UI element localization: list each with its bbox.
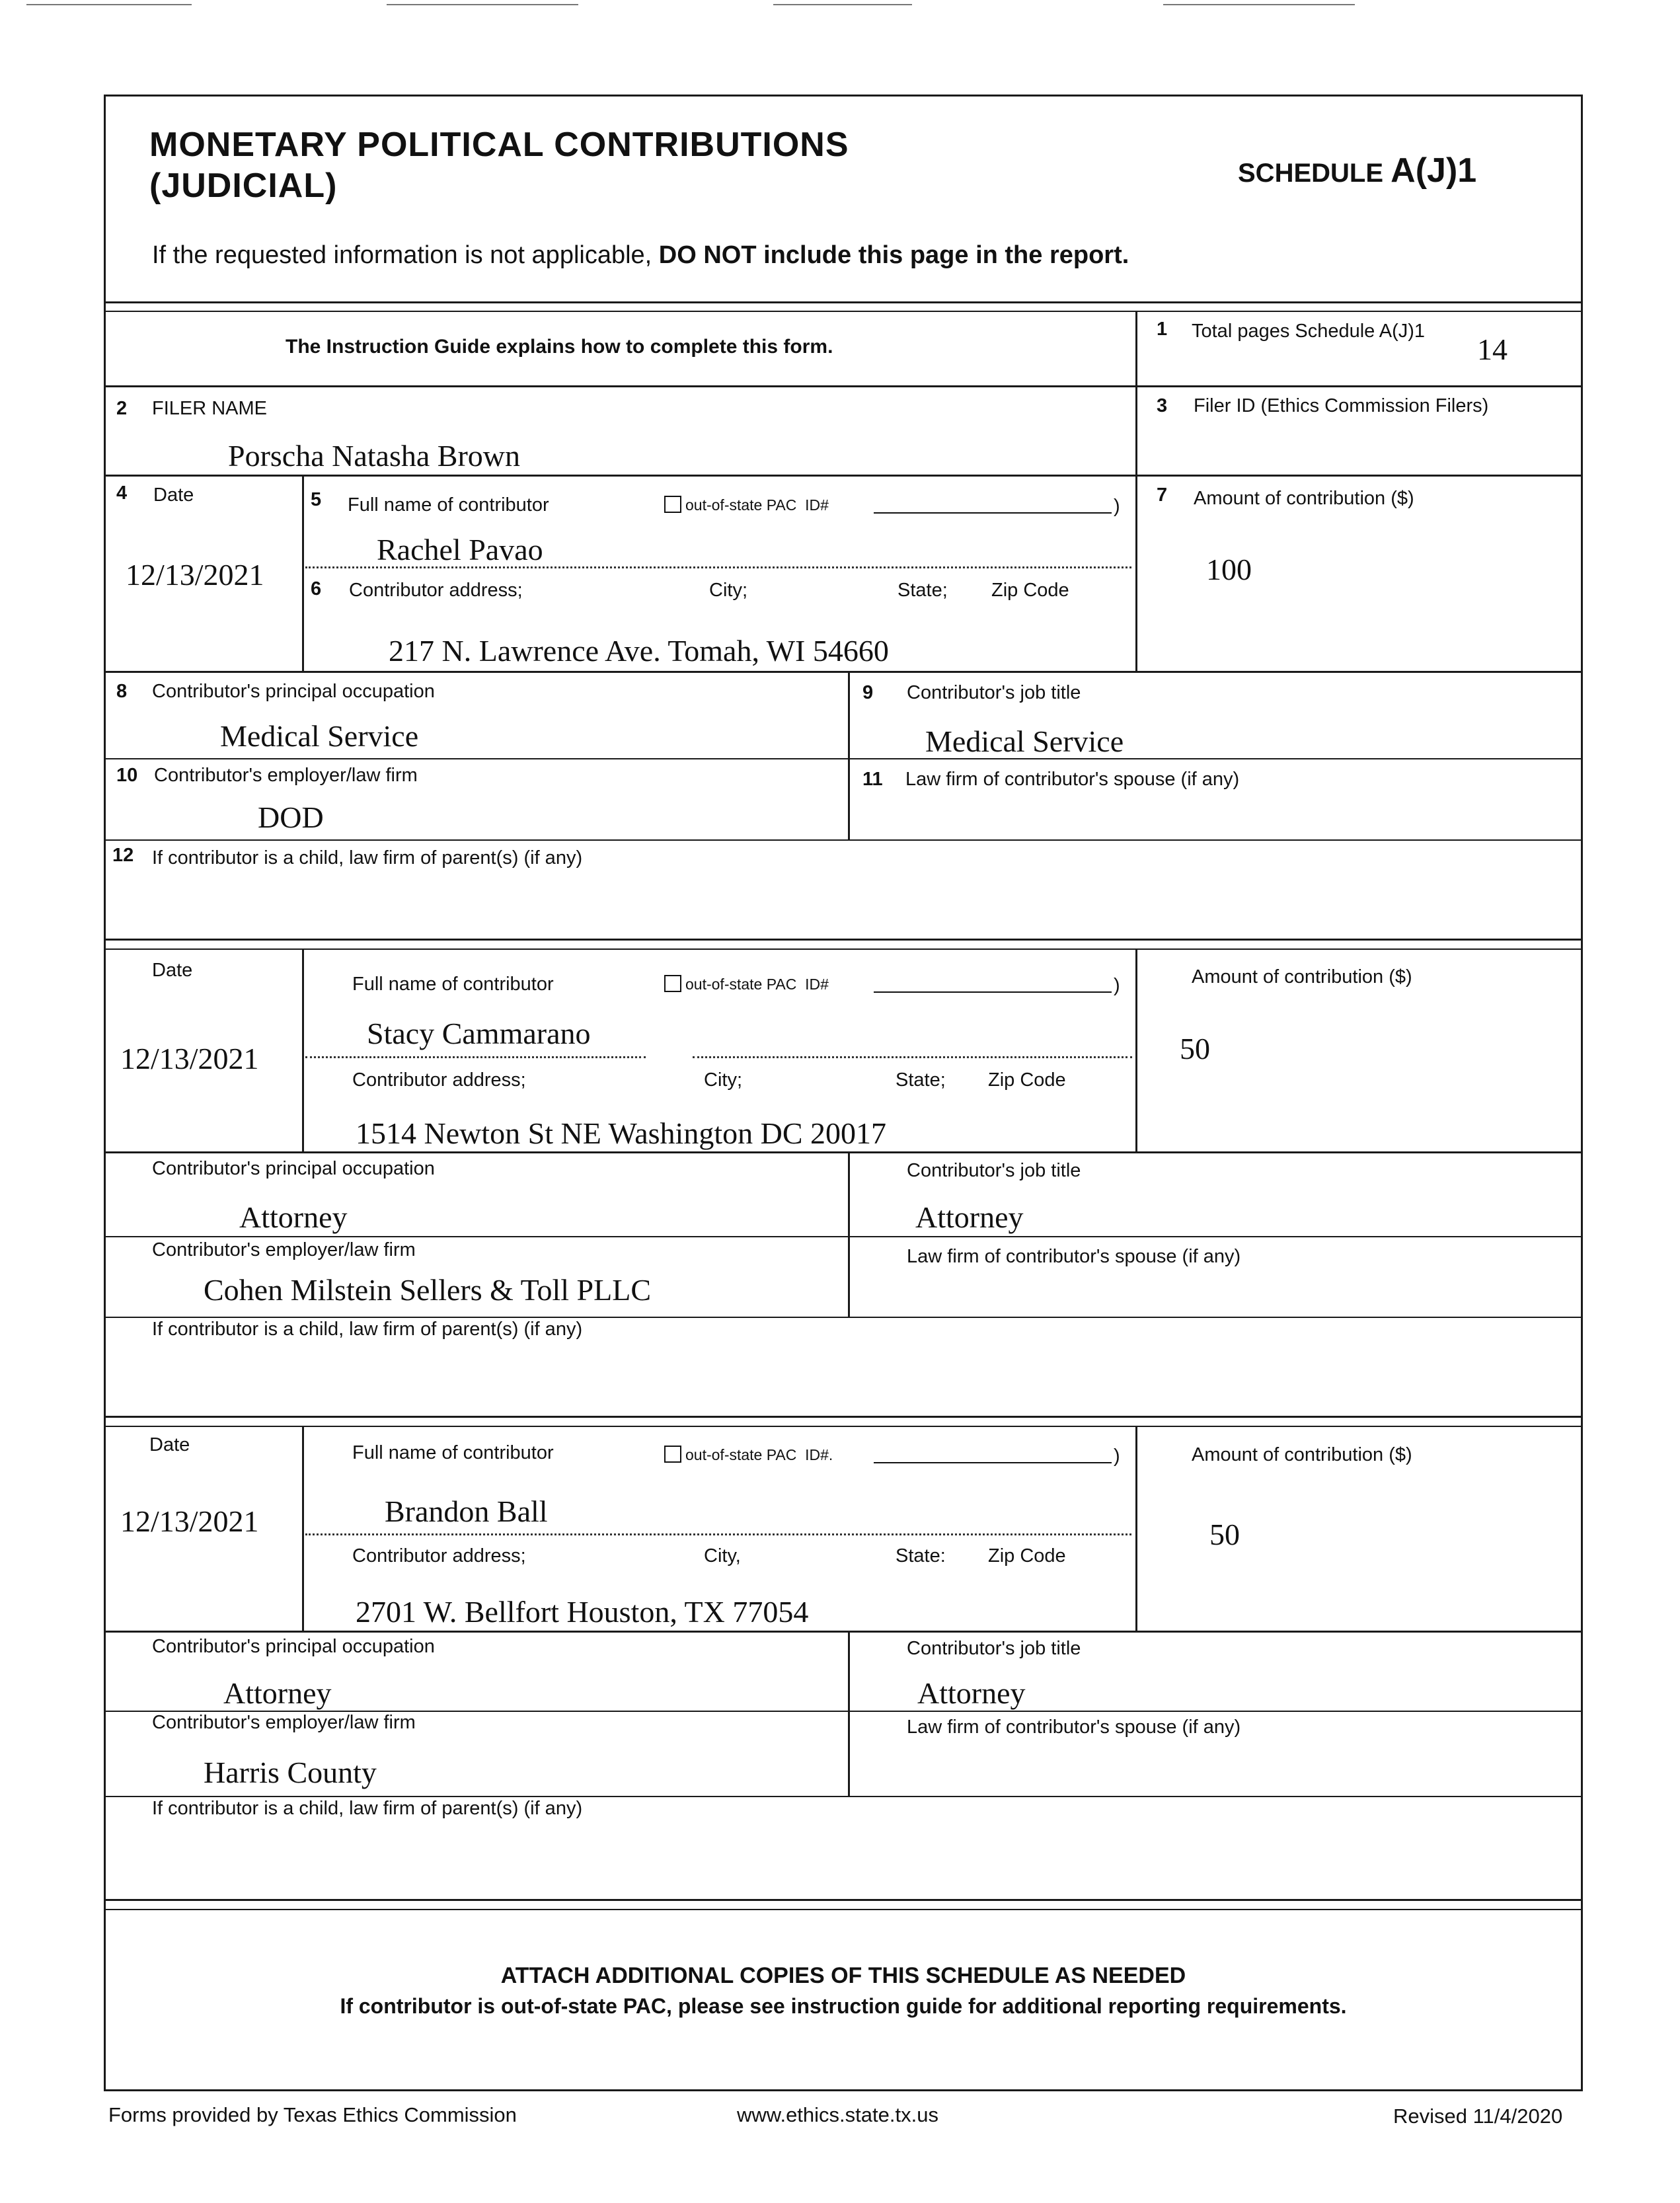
employer-value[interactable]: DOD [258, 800, 324, 834]
divider [302, 475, 304, 671]
field-number: 10 [116, 765, 138, 786]
dotted-line [305, 566, 1131, 568]
city-label: City; [704, 1069, 742, 1091]
paren: ) [1114, 975, 1120, 996]
divider [104, 311, 1583, 312]
divider [104, 1909, 1583, 1910]
zip-label: Zip Code [991, 580, 1069, 601]
date-label: Date [153, 484, 194, 506]
divider [104, 948, 1583, 950]
divider [104, 1631, 1583, 1633]
divider [104, 1151, 1583, 1153]
parent-firm-label: If contributor is a child, law firm of parent(s) (if any) [152, 1319, 583, 1340]
contribution-amount[interactable]: 100 [1206, 553, 1252, 586]
total-pages-value: 14 [1477, 332, 1508, 366]
amount-label: Amount of contribution ($) [1192, 1444, 1412, 1465]
contributor-address-value[interactable]: 217 N. Lawrence Ave. Tomah, WI 54660 [389, 634, 889, 668]
contributor-name-label: Full name of contributor [348, 494, 549, 516]
employer-label: Contributor's employer/law firm [152, 1712, 416, 1733]
attach-copies-heading: ATTACH ADDITIONAL COPIES OF THIS SCHEDULE AS NEEDED [500, 1963, 1186, 1988]
zip-label: Zip Code [988, 1545, 1066, 1566]
divider [1135, 311, 1137, 671]
spouse-firm-label: Law firm of contributor's spouse (if any) [907, 1246, 1241, 1267]
employer-value[interactable]: Harris County [204, 1756, 377, 1789]
field-number: 2 [116, 398, 128, 419]
field-number: 11 [862, 769, 883, 790]
address-label: Contributor address; [349, 580, 523, 601]
form-title: MONETARY POLITICAL CONTRIBUTIONS (JUDICIAL) [149, 126, 849, 205]
schedule-code: A(J)1 [1391, 151, 1477, 190]
contributor-name-value[interactable]: Brandon Ball [385, 1494, 548, 1528]
divider [104, 1426, 1583, 1427]
contribution-amount[interactable]: 50 [1209, 1518, 1240, 1551]
parent-firm-label: If contributor is a child, law firm of parent(s) (if any) [152, 847, 583, 869]
zip-label: Zip Code [988, 1069, 1066, 1091]
job-title-value[interactable]: Medical Service [925, 724, 1124, 758]
out-of-state-pac-field: out-of-state PAC ID#. [664, 1446, 833, 1464]
divider [1135, 948, 1137, 1151]
contribution-amount[interactable]: 50 [1180, 1032, 1210, 1065]
total-pages-label: Total pages Schedule A(J)1 [1192, 321, 1426, 342]
dotted-line [693, 1056, 1132, 1058]
divider [302, 948, 304, 1151]
out-of-state-pac-checkbox[interactable] [664, 975, 681, 992]
contributor-address-value[interactable]: 1514 Newton St NE Washington DC 20017 [356, 1116, 887, 1150]
footer-revision: Revised 11/4/2020 [1393, 2105, 1563, 2128]
job-title-value[interactable]: Attorney [917, 1676, 1026, 1710]
divider [104, 939, 1583, 941]
state-label: State; [896, 1069, 946, 1091]
out-of-state-pac-field: out-of-state PAC ID# [664, 496, 829, 514]
occupation-label: Contributor's principal occupation [152, 1636, 435, 1657]
state-label: State: [896, 1545, 946, 1566]
out-of-state-pac-note: If contributor is out-of-state PAC, please see instruction guide for additional reporting requirements. [340, 1994, 1347, 2018]
field-number: 7 [1157, 484, 1168, 506]
field-number: 8 [116, 681, 128, 702]
address-label: Contributor address; [352, 1545, 526, 1566]
date-label: Date [152, 960, 193, 981]
employer-label: Contributor's employer/law firm [152, 1239, 416, 1260]
divider [104, 1317, 1583, 1318]
divider [104, 385, 1583, 387]
divider [1135, 1426, 1137, 1631]
divider [302, 1426, 304, 1631]
applicability-notice: If the requested information is not applicable, DO NOT include this page in the report. [152, 241, 1129, 269]
scan-artifact [773, 4, 912, 5]
date-label: Date [149, 1434, 190, 1455]
schedule-label: SCHEDULE A(J)1 [1238, 151, 1477, 190]
footer-website-link[interactable]: www.ethics.state.tx.us [737, 2103, 938, 2126]
instruction-guide-note: The Instruction Guide explains how to complete this form. [286, 336, 833, 358]
footer-source: Forms provided by Texas Ethics Commission [108, 2103, 517, 2126]
occupation-value[interactable]: Attorney [239, 1200, 348, 1234]
contribution-date[interactable]: 12/13/2021 [126, 558, 264, 592]
divider [104, 839, 1583, 841]
pac-id-input-line[interactable] [874, 1462, 1112, 1463]
paren: ) [1114, 1446, 1120, 1467]
spouse-firm-label: Law firm of contributor's spouse (if any) [905, 769, 1240, 790]
city-label: City, [704, 1545, 741, 1566]
scan-artifact [387, 4, 578, 5]
filer-id-label: Filer ID (Ethics Commission Filers) [1194, 395, 1489, 416]
filer-name-value[interactable]: Porscha Natasha Brown [228, 439, 521, 473]
contribution-date[interactable]: 12/13/2021 [120, 1504, 259, 1538]
amount-label: Amount of contribution ($) [1192, 966, 1412, 987]
employer-label: Contributor's employer/law firm [154, 765, 418, 786]
field-number: 4 [116, 483, 128, 504]
divider [104, 1416, 1583, 1418]
city-label: City; [709, 580, 747, 601]
occupation-label: Contributor's principal occupation [152, 681, 435, 702]
job-title-label: Contributor's job title [907, 682, 1081, 703]
field-number: 1 [1157, 319, 1168, 340]
scan-artifact [26, 4, 192, 5]
job-title-value[interactable]: Attorney [915, 1200, 1024, 1234]
contribution-date[interactable]: 12/13/2021 [120, 1042, 259, 1075]
divider [848, 1151, 850, 1317]
employer-value[interactable]: Cohen Milstein Sellers & Toll PLLC [204, 1273, 651, 1307]
out-of-state-pac-field: out-of-state PAC ID# [664, 975, 829, 993]
state-label: State; [897, 580, 948, 601]
filer-name-label: FILER NAME [152, 398, 268, 419]
divider [104, 1796, 1583, 1797]
occupation-value[interactable]: Attorney [223, 1676, 332, 1710]
address-label: Contributor address; [352, 1069, 526, 1091]
field-number: 12 [112, 845, 134, 866]
occupation-label: Contributor's principal occupation [152, 1158, 435, 1179]
field-number: 9 [862, 682, 874, 703]
divider [848, 671, 850, 839]
field-number: 5 [311, 489, 322, 510]
divider [104, 758, 1583, 759]
job-title-label: Contributor's job title [907, 1160, 1081, 1181]
pac-id-input-line[interactable] [874, 512, 1112, 514]
scan-artifact [1163, 4, 1355, 5]
out-of-state-pac-checkbox[interactable] [664, 496, 681, 513]
field-number: 3 [1157, 395, 1168, 416]
pac-id-input-line[interactable] [874, 991, 1112, 993]
dotted-line [305, 1533, 1131, 1535]
contributor-name-value[interactable]: Rachel Pavao [377, 533, 543, 566]
contributor-name-label: Full name of contributor [352, 974, 554, 995]
divider [848, 1631, 850, 1796]
contributor-address-value[interactable]: 2701 W. Bellfort Houston, TX 77054 [356, 1595, 809, 1629]
divider [104, 671, 1583, 673]
spouse-firm-label: Law firm of contributor's spouse (if any) [907, 1717, 1241, 1738]
divider [104, 475, 1583, 477]
job-title-label: Contributor's job title [907, 1638, 1081, 1659]
divider [104, 1236, 1583, 1237]
contributor-name-label: Full name of contributor [352, 1442, 554, 1463]
occupation-value[interactable]: Medical Service [220, 719, 419, 753]
out-of-state-pac-checkbox[interactable] [664, 1446, 681, 1463]
divider [104, 1899, 1583, 1901]
form-frame [104, 95, 1583, 2091]
field-number: 6 [311, 578, 322, 599]
divider [104, 301, 1583, 303]
paren: ) [1114, 496, 1120, 517]
dotted-line [305, 1056, 646, 1058]
amount-label: Amount of contribution ($) [1194, 488, 1414, 509]
contributor-name-value[interactable]: Stacy Cammarano [367, 1017, 591, 1050]
parent-firm-label: If contributor is a child, law firm of parent(s) (if any) [152, 1798, 583, 1819]
